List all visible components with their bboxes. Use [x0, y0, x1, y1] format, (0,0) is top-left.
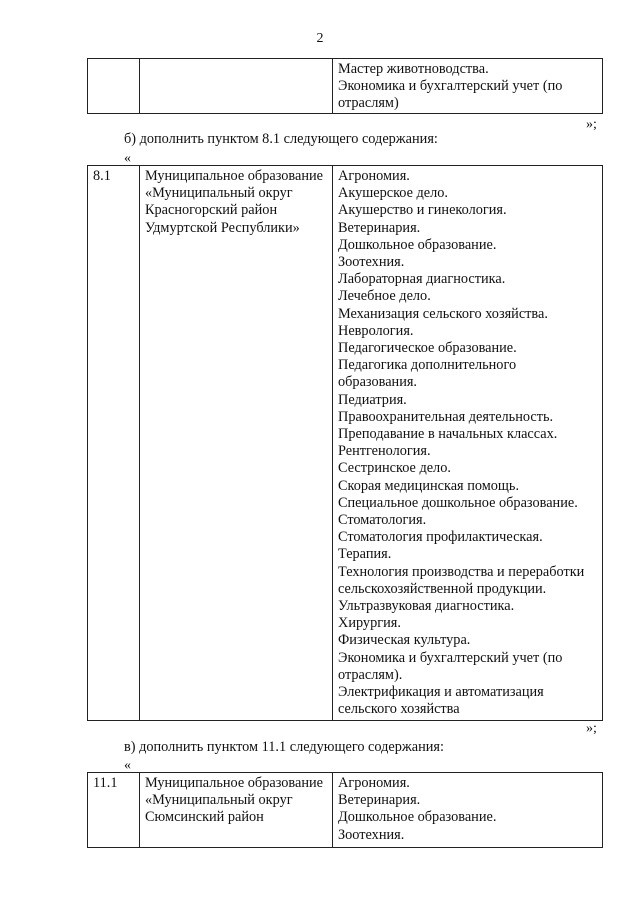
list-item: Зоотехния. — [338, 826, 405, 843]
list-item: Рентгенология. — [338, 443, 431, 460]
list-item: Ультразвуковая диагностика. — [338, 598, 515, 615]
specialties-list — [333, 166, 603, 721]
list-item: Стоматология профилактическая. — [338, 529, 543, 546]
specialties-list — [333, 773, 603, 848]
list-item: Мастер животноводства. — [338, 61, 489, 77]
list-item: Терапия. — [338, 546, 392, 563]
list-item: Физическая культура. — [338, 632, 471, 649]
entity-cell — [140, 59, 333, 114]
list-item: Лечебное дело. — [338, 288, 431, 305]
opening-quote: « — [124, 758, 131, 773]
opening-quote: « — [124, 151, 131, 166]
paragraph-b: б) дополнить пунктом 8.1 следующего содержания: — [124, 131, 438, 147]
list-item: Ветеринария. — [338, 792, 421, 809]
list-item: Технология производства и переработки сельскохозяйственной продукции. — [338, 563, 585, 597]
section-number: 8.1 — [88, 166, 140, 721]
list-item: Лабораторная диагностика. — [338, 271, 506, 288]
paragraph-v: в) дополнить пунктом 11.1 следующего содержания: — [124, 739, 444, 755]
list-item: Агрономия. — [338, 168, 410, 184]
entity-name: Муниципальное образование «Муниципальный округ Сюмсинский район — [140, 773, 333, 848]
list-item: Дошкольное образование. — [338, 236, 497, 253]
table-row — [88, 59, 603, 114]
table-row — [88, 166, 603, 721]
list-item: Экономика и бухгалтерский учет (по отраслям). — [338, 649, 563, 683]
section-8-1-table — [87, 165, 603, 721]
closing-quote: »; — [586, 117, 597, 132]
list-item: Специальное дошкольное образование. — [338, 494, 578, 511]
continuation-table — [87, 58, 603, 114]
list-item: Ветеринария. — [338, 219, 421, 236]
closing-quote: »; — [586, 721, 597, 736]
list-item: Акушерство и гинекология. — [338, 202, 507, 219]
list-item: Преподавание в начальных классах. — [338, 426, 558, 443]
list-item: Электрификация и автоматизация сельского хозяйства — [338, 684, 544, 718]
list-item: Педагогика дополнительного образования. — [338, 357, 517, 391]
list-item: Стоматология. — [338, 512, 427, 529]
list-item: Акушерское дело. — [338, 185, 449, 202]
specialties-cell — [333, 59, 603, 114]
entity-name: Муниципальное образование «Муниципальный округ Красногорский район Удмуртской Республики» — [140, 166, 333, 721]
list-item: Неврология. — [338, 322, 414, 339]
section-11-1-table — [87, 772, 603, 848]
list-item: Хирургия. — [338, 615, 401, 632]
section-number: 11.1 — [88, 773, 140, 848]
list-item: Правоохранительная деятельность. — [338, 408, 554, 425]
list-item: Сестринское дело. — [338, 460, 451, 477]
list-item: Зоотехния. — [338, 254, 405, 271]
list-item: Агрономия. — [338, 775, 410, 791]
list-item: Механизация сельского хозяйства. — [338, 305, 548, 322]
list-item: Скорая медицинская помощь. — [338, 477, 520, 494]
list-item: Педагогическое образование. — [338, 340, 517, 357]
page-number: 2 — [316, 31, 324, 46]
list-item: Дошкольное образование. — [338, 809, 497, 826]
list-item: Экономика и бухгалтерский учет (по отраслям) — [338, 78, 563, 112]
list-item: Педиатрия. — [338, 391, 407, 408]
table-row — [88, 773, 603, 848]
row-number-cell — [88, 59, 140, 114]
